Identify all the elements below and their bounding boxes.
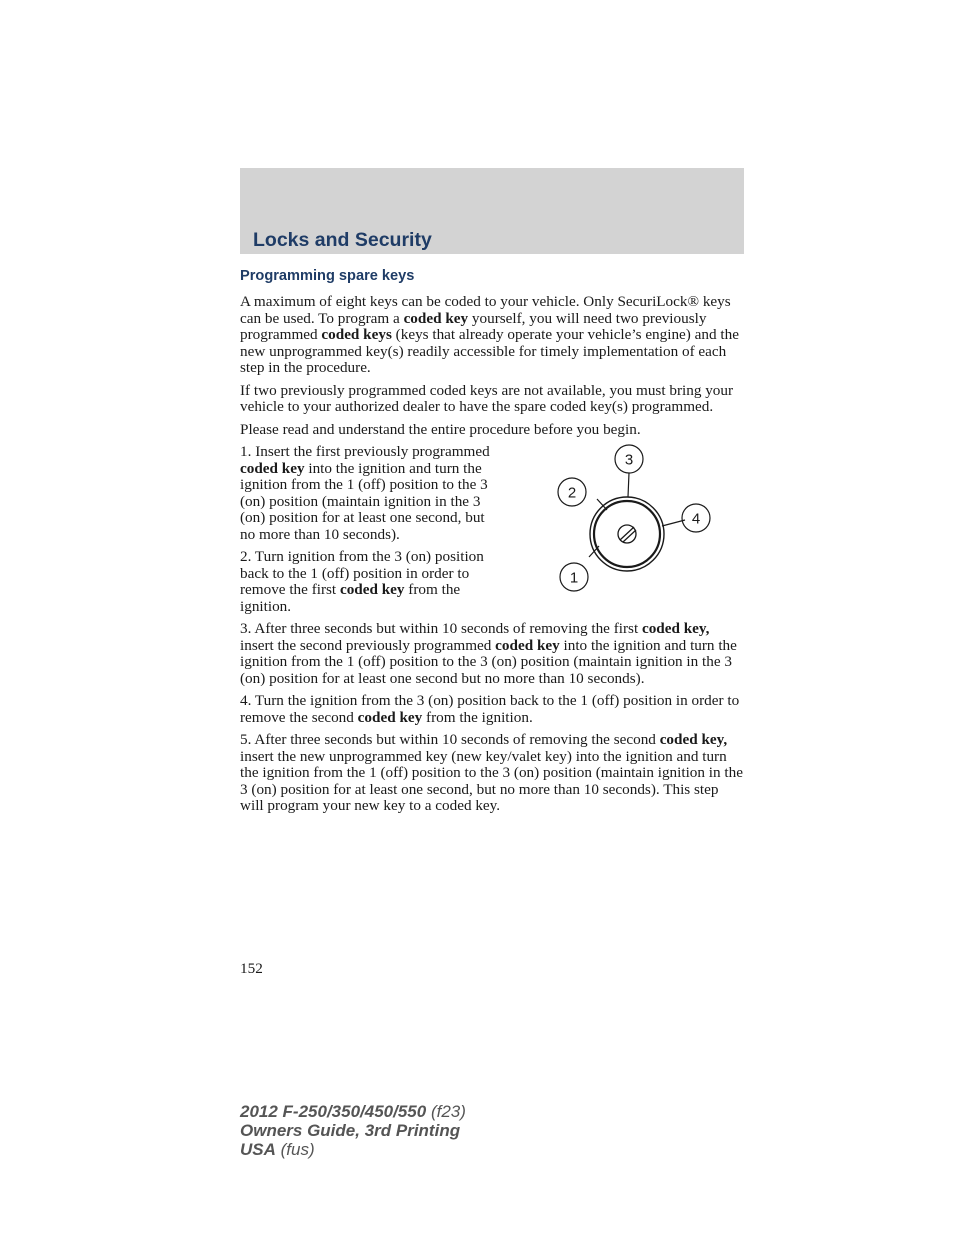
- pos2-label: 2: [567, 484, 577, 502]
- pos1-label: 1: [569, 569, 579, 587]
- pos3-leader: [628, 473, 629, 497]
- footer-line-region: USA (fus): [240, 1140, 315, 1159]
- page-heading: Programming spare keys: [240, 268, 415, 284]
- step-4: 4. Turn the ignition from the 3 (on) position back to the 1 (off) position in order to remove the second coded key from the ignition.: [240, 692, 740, 726]
- steps-left-column: [240, 444, 490, 615]
- steps-with-diagram: [240, 444, 744, 615]
- step-1: 1. Insert the first previously programmed coded key into the ignition and turn the ignition from the 1 (off) position to the 3 (on) position (maintain ignition in the 3 (on) position for at least one second, but no more than 10 seconds).: [240, 443, 490, 543]
- step-3: 3. After three seconds but within 10 seconds of removing the first coded key, insert the second previously programmed coded key into the ignition and turn the ignition from the 1 (off) position to the 3 (on) position (maintain ignition in the 3 (on) position for at least one second but no more than 10 seconds).: [240, 620, 737, 687]
- section-header: [240, 168, 744, 254]
- step-5: 5. After three seconds but within 10 seconds of removing the second coded key, insert the new unprogrammed key (new key/valet key) into the ignition and turn the ignition from the 1 (off) position to the 3 (on) position (maintain ignition in the 3 (on) position for at least one second, but no more than 10 seconds). This step will program your new key to a coded key.: [240, 731, 743, 814]
- footer-line-edition: Owners Guide, 3rd Printing: [240, 1121, 461, 1140]
- dealer-paragraph: If two previously programmed coded keys are not available, you must bring your vehicle to your authorized dealer to have the spare coded key(s) programmed.: [240, 381, 734, 415]
- ignition-diagram: [545, 444, 725, 604]
- ignition-positions: [558, 445, 710, 591]
- pos4-leader: [662, 520, 685, 526]
- pos3-label: 3: [624, 451, 634, 469]
- step-2: 2. Turn ignition from the 3 (on) position back to the 1 (off) position in order to remove the first coded key from the ignition.: [240, 548, 484, 615]
- intro-paragraph: A maximum of eight keys can be coded to your vehicle. Only SecuriLock® keys can be used. To program a coded key yourself, you will need two previously programmed coded keys (keys that already operate your vehicle’s engine) and the new unprogrammed key(s) readily accessible for timely implementation of each step in the procedure.: [240, 293, 739, 376]
- page-content: [240, 266, 744, 821]
- section-title: Locks and Security: [253, 228, 432, 251]
- page-number: 152: [240, 960, 263, 977]
- read-procedure-paragraph: Please read and understand the entire procedure before you begin.: [240, 420, 641, 438]
- pos4-label: 4: [691, 510, 701, 528]
- document-footer: [240, 1102, 466, 1159]
- key-slot-icon: [618, 525, 636, 543]
- footer-line-model: 2012 F-250/350/450/550 (f23): [240, 1102, 466, 1121]
